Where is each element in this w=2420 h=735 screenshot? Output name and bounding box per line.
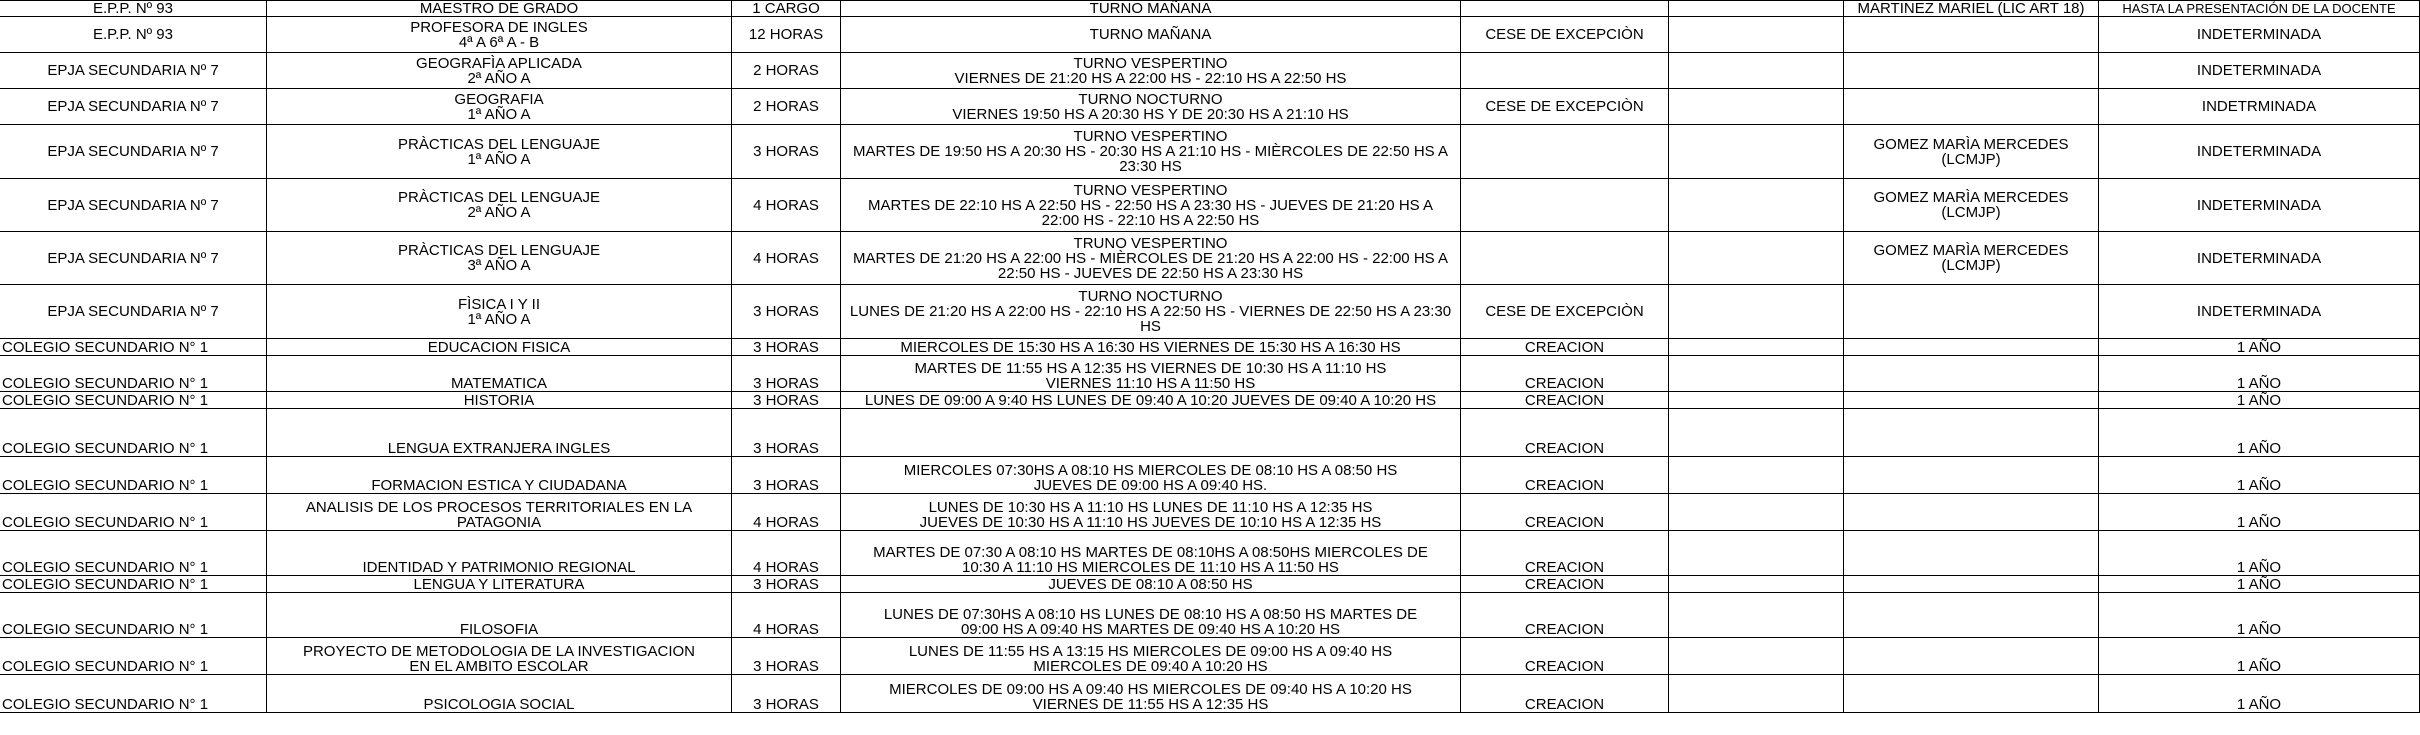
cell-text: PSICOLOGIA SOCIAL — [423, 696, 575, 712]
table-row — [0, 125, 2420, 179]
cell-text: MIERCOLES 07:30HS A 08:10 HS MIERCOLES DE 08:10 HS A 08:50 HS JUEVES DE 09:00 HS A 09:40 HS. — [903, 462, 1398, 493]
school-cell[interactable] — [0, 89, 267, 124]
school-cell[interactable] — [0, 409, 267, 456]
extra-cell[interactable] — [1669, 593, 1844, 637]
hours-cell[interactable] — [732, 53, 841, 88]
reason-cell[interactable] — [1461, 53, 1669, 88]
cell-text: LUNES DE 09:00 A 9:40 HS LUNES DE 09:40 A 10:20 JUEVES DE 09:40 A 10:20 HS — [864, 392, 1437, 408]
cell-text: GOMEZ MARÌA MERCEDES (LCMJP) — [1873, 189, 2069, 221]
hours-cell[interactable] — [732, 1, 841, 16]
schedule-cell[interactable] — [841, 1, 1461, 16]
cell-text: GEOGRAFÌA APLICADA 2ª AÑO A — [416, 54, 582, 87]
school-cell[interactable] — [0, 675, 267, 712]
cell-text: TURNO MAÑANA — [1089, 1, 1212, 16]
cell-text: 1 AÑO — [2236, 696, 2282, 712]
cell-text: MIERCOLES DE 15:30 HS A 16:30 HS VIERNES DE 15:30 HS A 16:30 HS — [900, 339, 1401, 355]
cell-text: 1 AÑO — [2236, 339, 2282, 355]
cell-text: EPJA SECUNDARIA Nº 7 — [47, 249, 219, 267]
cell-text: MARTES DE 11:55 HS A 12:35 HS VIERNES DE 10:30 HS A 11:10 HS VIERNES 11:10 HS A 11:50 HS — [914, 360, 1387, 391]
schedule-cell[interactable] — [841, 179, 1461, 231]
school-cell[interactable] — [0, 53, 267, 88]
school-cell[interactable] — [0, 179, 267, 231]
cell-text: 2 HORAS — [753, 98, 819, 115]
cell-text: CREACION — [1524, 696, 1605, 712]
cell-text: COLEGIO SECUNDARIO N° 1 — [2, 658, 209, 674]
table-row — [0, 409, 2420, 457]
cell-text: 3 HORAS — [753, 576, 819, 592]
cell-text: FILOSOFIA — [459, 621, 539, 637]
extra-cell[interactable] — [1669, 356, 1844, 391]
cell-text: CREACION — [1524, 576, 1605, 592]
subject-cell[interactable] — [267, 638, 732, 674]
cell-text: MATEMATICA — [450, 375, 548, 391]
cell-text: PRÀCTICAS DEL LENGUAJE 3ª AÑO A — [398, 242, 600, 274]
subject-cell[interactable] — [267, 531, 732, 575]
teacher-cell[interactable] — [1844, 17, 2099, 52]
duration-cell[interactable] — [2099, 576, 2420, 592]
cell-text: CREACION — [1524, 514, 1605, 530]
school-cell[interactable] — [0, 285, 267, 338]
cell-text: HISTORIA — [463, 392, 535, 408]
schedule-cell[interactable] — [841, 675, 1461, 712]
reason-cell[interactable] — [1461, 339, 1669, 355]
cell-text: INDETRMINADA — [2201, 98, 2317, 115]
teacher-cell[interactable] — [1844, 392, 2099, 408]
hours-cell[interactable] — [732, 638, 841, 674]
school-cell[interactable] — [0, 1, 267, 16]
cell-text: COLEGIO SECUNDARIO N° 1 — [2, 339, 209, 355]
schedule-cell[interactable] — [841, 576, 1461, 592]
cell-text: ANALISIS DE LOS PROCESOS TERRITORIALES EN LA PATAGONIA — [305, 499, 693, 530]
cell-text: EPJA SECUNDARIA Nº 7 — [47, 62, 219, 79]
extra-cell[interactable] — [1669, 457, 1844, 493]
schedule-cell[interactable] — [841, 339, 1461, 355]
cell-text: TURNO NOCTURNO VIERNES 19:50 HS A 20:30 HS Y DE 20:30 HS A 21:10 HS — [952, 90, 1349, 123]
subject-cell[interactable] — [267, 53, 732, 88]
duration-cell[interactable] — [2099, 356, 2420, 391]
cell-text: PROFESORA DE INGLES 4ª A 6ª A - B — [410, 18, 588, 51]
cell-text: 4 HORAS — [753, 196, 819, 214]
table-row — [0, 17, 2420, 53]
schedule-cell[interactable] — [841, 392, 1461, 408]
cell-text: LENGUA EXTRANJERA INGLES — [387, 440, 611, 456]
school-cell[interactable] — [0, 576, 267, 592]
duration-cell[interactable] — [2099, 53, 2420, 88]
extra-cell[interactable] — [1669, 494, 1844, 530]
hours-cell[interactable] — [732, 17, 841, 52]
cell-text: 1 AÑO — [2236, 514, 2282, 530]
table-row — [0, 232, 2420, 285]
teacher-cell[interactable] — [1844, 125, 2099, 178]
cell-text: INDETERMINADA — [2196, 143, 2322, 160]
duration-cell[interactable] — [2099, 593, 2420, 637]
schedule-cell[interactable] — [841, 638, 1461, 674]
reason-cell[interactable] — [1461, 285, 1669, 338]
schedule-cell[interactable] — [841, 89, 1461, 124]
school-cell[interactable] — [0, 494, 267, 530]
duration-cell[interactable] — [2099, 638, 2420, 674]
teacher-cell[interactable] — [1844, 531, 2099, 575]
cell-text: 3 HORAS — [753, 375, 819, 391]
cell-text: CREACION — [1524, 392, 1605, 408]
duration-cell[interactable] — [2099, 285, 2420, 338]
cell-text: FÌSICA I Y II 1ª AÑO A — [458, 295, 540, 328]
cell-text: 2 HORAS — [753, 62, 819, 79]
cell-text: COLEGIO SECUNDARIO N° 1 — [2, 696, 209, 712]
cell-text: 4 HORAS — [753, 249, 819, 267]
subject-cell[interactable] — [267, 89, 732, 124]
reason-cell[interactable] — [1461, 638, 1669, 674]
reason-cell[interactable] — [1461, 494, 1669, 530]
duration-cell[interactable] — [2099, 392, 2420, 408]
subject-cell[interactable] — [267, 392, 732, 408]
cell-text: 4 HORAS — [753, 559, 819, 575]
subject-cell[interactable] — [267, 576, 732, 592]
teacher-cell[interactable] — [1844, 339, 2099, 355]
cell-text: TURNO VESPERTINO MARTES DE 19:50 HS A 20:30 HS - 20:30 HS A 21:10 HS - MIÈRCOLES DE 22:50 HS A 23:30 HS — [852, 128, 1448, 175]
duration-cell[interactable] — [2099, 17, 2420, 52]
cell-text: CESE DE EXCEPCIÒN — [1485, 303, 1644, 320]
cell-text: E.P.P. Nº 93 — [93, 1, 173, 16]
extra-cell[interactable] — [1669, 53, 1844, 88]
cell-text: COLEGIO SECUNDARIO N° 1 — [2, 392, 209, 408]
cell-text: EPJA SECUNDARIA Nº 7 — [47, 143, 219, 160]
hours-cell[interactable] — [732, 89, 841, 124]
cell-text: COLEGIO SECUNDARIO N° 1 — [2, 375, 209, 391]
table-row — [0, 53, 2420, 89]
duration-cell[interactable] — [2099, 457, 2420, 493]
cell-text: COLEGIO SECUNDARIO N° 1 — [2, 477, 209, 493]
schedule-cell[interactable] — [841, 356, 1461, 391]
teacher-cell[interactable] — [1844, 1, 2099, 16]
cell-text: CREACION — [1524, 658, 1605, 674]
cell-text: MARTES DE 07:30 A 08:10 HS MARTES DE 08:10HS A 08:50HS MIERCOLES DE 10:30 A 11:10 HS MIERCOLES DE 11:10 HS A 11:50 HS — [873, 544, 1428, 575]
duration-cell[interactable] — [2099, 531, 2420, 575]
table-row — [0, 179, 2420, 232]
cell-text: COLEGIO SECUNDARIO N° 1 — [2, 559, 209, 575]
extra-cell[interactable] — [1669, 339, 1844, 355]
hours-cell[interactable] — [732, 531, 841, 575]
cell-text: 1 AÑO — [2236, 559, 2282, 575]
subject-cell[interactable] — [267, 356, 732, 391]
school-cell[interactable] — [0, 17, 267, 52]
cell-text: INDETERMINADA — [2196, 249, 2322, 267]
cell-text: CESE DE EXCEPCIÒN — [1485, 98, 1644, 115]
cell-text: TURNO VESPERTINO MARTES DE 22:10 HS A 22:50 HS - 22:50 HS A 23:30 HS - JUEVES DE 21:20 HS A 22:00 HS - 22:10 HS A 22:50 HS — [867, 181, 1433, 229]
subject-cell[interactable] — [267, 285, 732, 338]
school-cell[interactable] — [0, 356, 267, 391]
cell-text: 1 AÑO — [2236, 477, 2282, 493]
teacher-cell[interactable] — [1844, 576, 2099, 592]
table-row — [0, 576, 2420, 593]
hours-cell[interactable] — [732, 457, 841, 493]
schedule-cell[interactable] — [841, 593, 1461, 637]
extra-cell[interactable] — [1669, 285, 1844, 338]
cell-text: 1 CARGO — [752, 1, 820, 16]
school-cell[interactable] — [0, 531, 267, 575]
school-cell[interactable] — [0, 392, 267, 408]
cell-text: EDUCACION FISICA — [427, 339, 571, 355]
cell-text: TURNO VESPERTINO VIERNES DE 21:20 HS A 22:00 HS - 22:10 HS A 22:50 HS — [954, 54, 1347, 87]
cell-text: TURNO MAÑANA — [1089, 26, 1212, 43]
cell-text: COLEGIO SECUNDARIO N° 1 — [2, 440, 209, 456]
table-row — [0, 638, 2420, 675]
cell-text: PRÀCTICAS DEL LENGUAJE 2ª AÑO A — [398, 189, 600, 221]
schedule-cell[interactable] — [841, 17, 1461, 52]
cell-text: 3 HORAS — [753, 477, 819, 493]
schedule-cell[interactable] — [841, 494, 1461, 530]
cell-text: EPJA SECUNDARIA Nº 7 — [47, 303, 219, 320]
reason-cell[interactable] — [1461, 392, 1669, 408]
reason-cell[interactable] — [1461, 457, 1669, 493]
teacher-cell[interactable] — [1844, 232, 2099, 284]
hours-cell[interactable] — [732, 409, 841, 456]
cell-text: EPJA SECUNDARIA Nº 7 — [47, 196, 219, 214]
cell-text: 4 HORAS — [753, 621, 819, 637]
hours-cell[interactable] — [732, 392, 841, 408]
cell-text: 3 HORAS — [753, 392, 819, 408]
duration-cell[interactable] — [2099, 675, 2420, 712]
school-cell[interactable] — [0, 339, 267, 355]
subject-cell[interactable] — [267, 675, 732, 712]
duration-cell[interactable] — [2099, 339, 2420, 355]
cell-text: 3 HORAS — [753, 339, 819, 355]
teacher-cell[interactable] — [1844, 593, 2099, 637]
reason-cell[interactable] — [1461, 125, 1669, 178]
cell-text: CREACION — [1524, 621, 1605, 637]
teacher-cell[interactable] — [1844, 89, 2099, 124]
teacher-cell[interactable] — [1844, 638, 2099, 674]
duration-cell[interactable] — [2099, 494, 2420, 530]
subject-cell[interactable] — [267, 409, 732, 456]
hours-cell[interactable] — [732, 125, 841, 178]
extra-cell[interactable] — [1669, 531, 1844, 575]
reason-cell[interactable] — [1461, 17, 1669, 52]
subject-cell[interactable] — [267, 457, 732, 493]
subject-cell[interactable] — [267, 125, 732, 178]
schedule-cell[interactable] — [841, 232, 1461, 284]
cell-text: GOMEZ MARÌA MERCEDES (LCMJP) — [1873, 242, 2069, 274]
table-row — [0, 494, 2420, 531]
schedule-cell[interactable] — [841, 531, 1461, 575]
hours-cell[interactable] — [732, 576, 841, 592]
subject-cell[interactable] — [267, 1, 732, 16]
cell-text: CREACION — [1524, 339, 1605, 355]
cell-text: TRUNO VESPERTINO MARTES DE 21:20 HS A 22:00 HS - MIÈRCOLES DE 21:20 HS A 22:00 HS - 22:00 HS A 22:50 HS - JUEVES DE 22:50 HS A 23:30 HS — [852, 234, 1448, 282]
cell-text: MAESTRO DE GRADO — [419, 1, 579, 16]
table-row — [0, 285, 2420, 339]
teacher-cell[interactable] — [1844, 457, 2099, 493]
cell-text: LUNES DE 11:55 HS A 13:15 HS MIERCOLES DE 09:00 HS A 09:40 HS MIERCOLES DE 09:40 A 10:20 HS — [908, 643, 1393, 674]
hours-cell[interactable] — [732, 285, 841, 338]
subject-cell[interactable] — [267, 232, 732, 284]
extra-cell[interactable] — [1669, 232, 1844, 284]
hours-cell[interactable] — [732, 593, 841, 637]
extra-cell[interactable] — [1669, 179, 1844, 231]
cell-text: JUEVES DE 08:10 A 08:50 HS — [1048, 576, 1253, 592]
cell-text: COLEGIO SECUNDARIO N° 1 — [2, 576, 209, 592]
cell-text: CREACION — [1524, 559, 1605, 575]
cell-text: LENGUA Y LITERATURA — [413, 576, 585, 592]
duration-cell[interactable] — [2099, 1, 2420, 16]
cell-text: E.P.P. Nº 93 — [93, 26, 173, 43]
cell-text: 3 HORAS — [753, 696, 819, 712]
school-cell[interactable] — [0, 125, 267, 178]
cell-text: 1 AÑO — [2236, 375, 2282, 391]
teacher-cell[interactable] — [1844, 494, 2099, 530]
schedule-cell[interactable] — [841, 457, 1461, 493]
cell-text: LUNES DE 10:30 HS A 11:10 HS LUNES DE 11:10 HS A 12:35 HS JUEVES DE 10:30 HS A 11:10 HS JUEVES DE 10:10 HS A 12:35 HS — [919, 499, 1382, 530]
cell-text: INDETERMINADA — [2196, 196, 2322, 214]
cell-text: 1 AÑO — [2236, 440, 2282, 456]
table-row — [0, 0, 2420, 17]
extra-cell[interactable] — [1669, 576, 1844, 592]
reason-cell[interactable] — [1461, 409, 1669, 456]
hours-cell[interactable] — [732, 675, 841, 712]
duration-cell[interactable] — [2099, 232, 2420, 284]
hours-cell[interactable] — [732, 232, 841, 284]
extra-cell[interactable] — [1669, 675, 1844, 712]
hours-cell[interactable] — [732, 339, 841, 355]
cell-text: INDETERMINADA — [2196, 26, 2322, 43]
cell-text: 1 AÑO — [2236, 392, 2282, 408]
table-row — [0, 593, 2420, 638]
schedule-cell[interactable] — [841, 285, 1461, 338]
cell-text: PRÀCTICAS DEL LENGUAJE 1ª AÑO A — [398, 135, 600, 168]
cell-text: INDETERMINADA — [2196, 62, 2322, 79]
extra-cell[interactable] — [1669, 638, 1844, 674]
school-cell[interactable] — [0, 593, 267, 637]
cell-text: 3 HORAS — [753, 658, 819, 674]
teacher-cell[interactable] — [1844, 356, 2099, 391]
extra-cell[interactable] — [1669, 89, 1844, 124]
cell-text: TURNO NOCTURNO LUNES DE 21:20 HS A 22:00 HS - 22:10 HS A 22:50 HS - VIERNES DE 22:50 HS A 23:30 HS — [849, 288, 1452, 335]
cell-text: EPJA SECUNDARIA Nº 7 — [47, 98, 219, 115]
subject-cell[interactable] — [267, 179, 732, 231]
cell-text: CESE DE EXCEPCIÒN — [1485, 26, 1644, 43]
cell-text: 4 HORAS — [753, 514, 819, 530]
teacher-cell[interactable] — [1844, 409, 2099, 456]
cell-text: CREACION — [1524, 477, 1605, 493]
reason-cell[interactable] — [1461, 593, 1669, 637]
reason-cell[interactable] — [1461, 675, 1669, 712]
cell-text: GOMEZ MARÌA MERCEDES (LCMJP) — [1873, 135, 2069, 168]
cell-text: CREACION — [1524, 375, 1605, 391]
hours-cell[interactable] — [732, 494, 841, 530]
cell-text: 1 AÑO — [2236, 621, 2282, 637]
cell-text: LUNES DE 07:30HS A 08:10 HS LUNES DE 08:10 HS A 08:50 HS MARTES DE 09:00 HS A 09:40 HS MARTES DE 09:40 HS A 10:20 HS — [883, 606, 1418, 637]
duration-cell[interactable] — [2099, 409, 2420, 456]
cell-text: PROYECTO DE METODOLOGIA DE LA INVESTIGACION EN EL AMBITO ESCOLAR — [302, 643, 696, 674]
table-row — [0, 457, 2420, 494]
cell-text: 12 HORAS — [748, 26, 824, 43]
table-row — [0, 675, 2420, 713]
school-cell[interactable] — [0, 638, 267, 674]
school-cell[interactable] — [0, 457, 267, 493]
cell-text: 3 HORAS — [753, 440, 819, 456]
cell-text: CREACION — [1524, 440, 1605, 456]
reason-cell[interactable] — [1461, 531, 1669, 575]
cell-text: COLEGIO SECUNDARIO N° 1 — [2, 514, 209, 530]
extra-cell[interactable] — [1669, 392, 1844, 408]
reason-cell[interactable] — [1461, 1, 1669, 16]
cell-text: MARTINEZ MARIEL (LIC ART 18) — [1857, 1, 2085, 16]
reason-cell[interactable] — [1461, 576, 1669, 592]
subject-cell[interactable] — [267, 17, 732, 52]
cell-text: HASTA LA PRESENTACIÓN DE LA DOCENTE — [2122, 1, 2396, 16]
hours-cell[interactable] — [732, 356, 841, 391]
duration-cell[interactable] — [2099, 179, 2420, 231]
cell-text: 1 AÑO — [2236, 658, 2282, 674]
school-cell[interactable] — [0, 232, 267, 284]
subject-cell[interactable] — [267, 494, 732, 530]
cell-text: GEOGRAFIA 1ª AÑO A — [454, 90, 544, 123]
reason-cell[interactable] — [1461, 179, 1669, 231]
table-row — [0, 392, 2420, 409]
schedule-cell[interactable] — [841, 409, 1461, 456]
schedule-cell[interactable] — [841, 125, 1461, 178]
reason-cell[interactable] — [1461, 356, 1669, 391]
cell-text: 1 AÑO — [2236, 576, 2282, 592]
schedule-cell[interactable] — [841, 53, 1461, 88]
teacher-cell[interactable] — [1844, 285, 2099, 338]
cell-text: IDENTIDAD Y PATRIMONIO REGIONAL — [362, 559, 636, 575]
table-row — [0, 89, 2420, 125]
reason-cell[interactable] — [1461, 89, 1669, 124]
teacher-cell[interactable] — [1844, 53, 2099, 88]
cell-text: 3 HORAS — [753, 143, 819, 160]
subject-cell[interactable] — [267, 339, 732, 355]
extra-cell[interactable] — [1669, 125, 1844, 178]
subject-cell[interactable] — [267, 593, 732, 637]
extra-cell[interactable] — [1669, 17, 1844, 52]
duration-cell[interactable] — [2099, 89, 2420, 124]
cell-text: COLEGIO SECUNDARIO N° 1 — [2, 621, 209, 637]
reason-cell[interactable] — [1461, 232, 1669, 284]
table-row — [0, 531, 2420, 576]
cell-text: FORMACION ESTICA Y CIUDADANA — [371, 477, 627, 493]
teacher-cell[interactable] — [1844, 179, 2099, 231]
hours-cell[interactable] — [732, 179, 841, 231]
teacher-cell[interactable] — [1844, 675, 2099, 712]
cell-text: INDETERMINADA — [2196, 303, 2322, 320]
extra-cell[interactable] — [1669, 1, 1844, 16]
extra-cell[interactable] — [1669, 409, 1844, 456]
duration-cell[interactable] — [2099, 125, 2420, 178]
cell-text: MIERCOLES DE 09:00 HS A 09:40 HS MIERCOLES DE 09:40 HS A 10:20 HS VIERNES DE 11:55 HS A 12:35 HS — [889, 681, 1412, 712]
table-row — [0, 339, 2420, 356]
table-row — [0, 356, 2420, 392]
cell-text: 3 HORAS — [753, 303, 819, 320]
